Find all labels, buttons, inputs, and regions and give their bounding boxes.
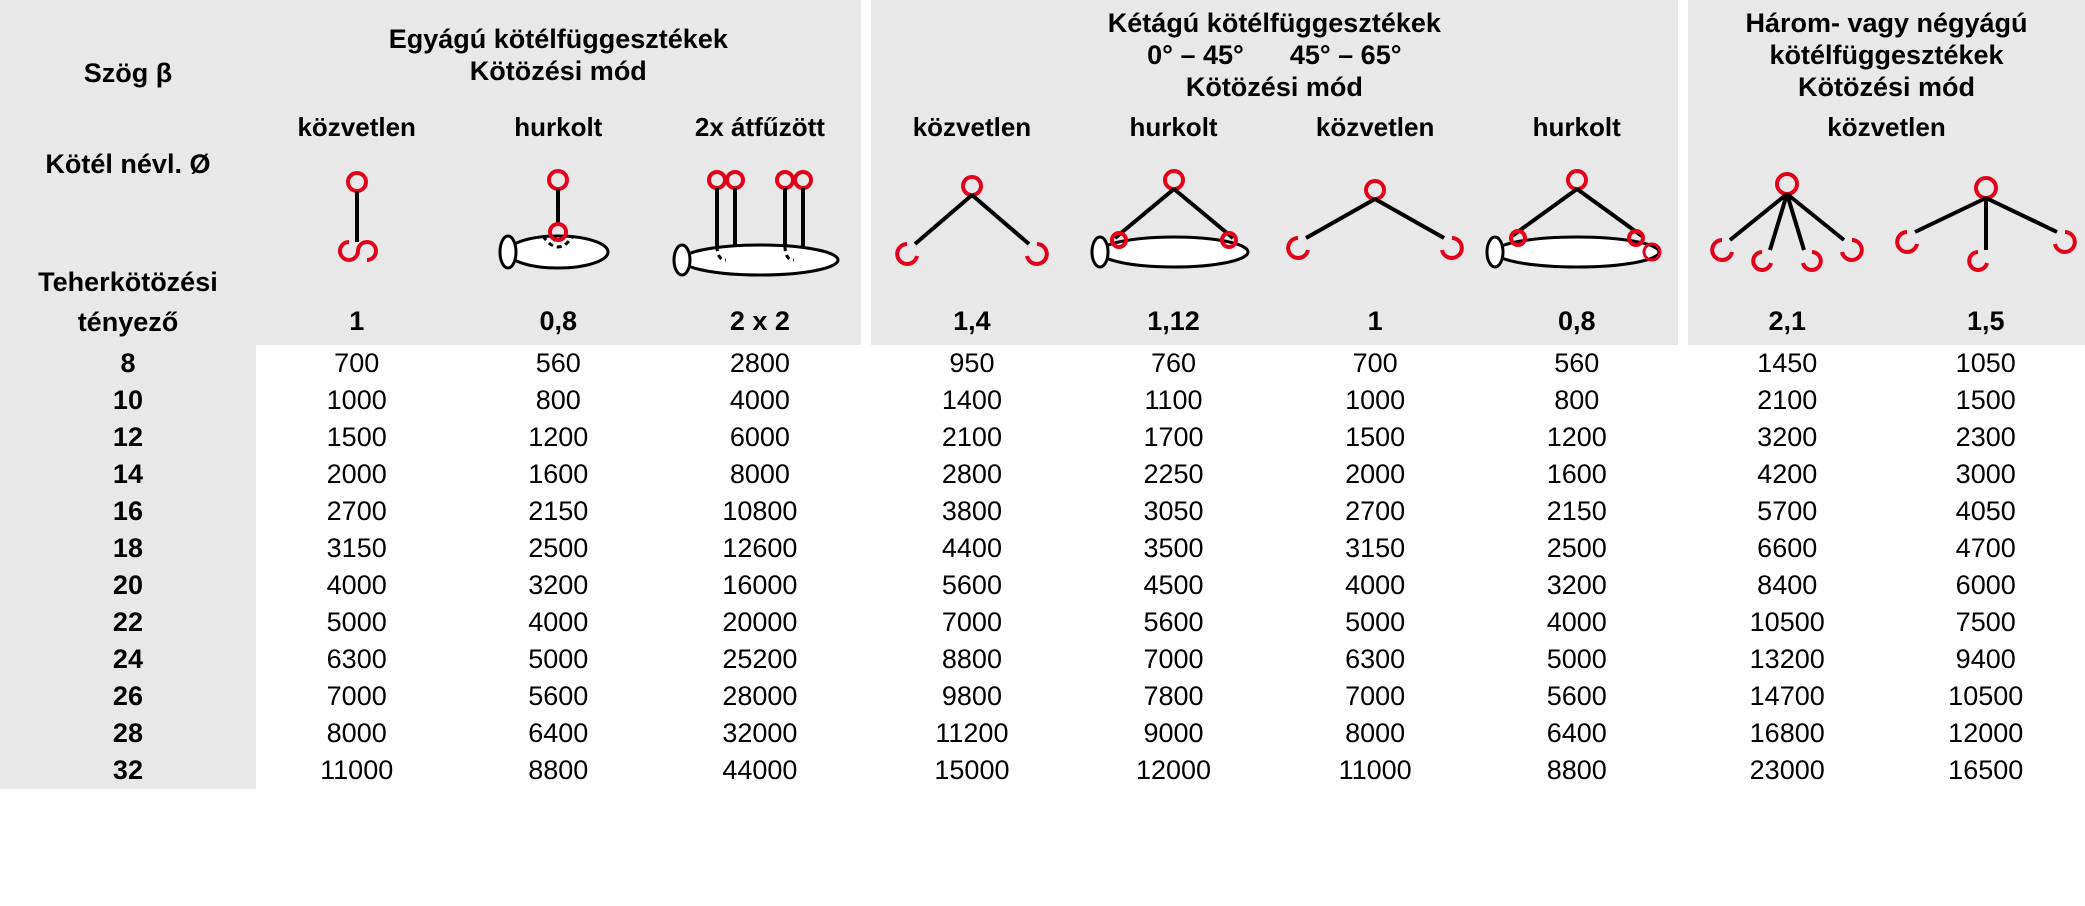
cell-capacity: 760 [1073,345,1275,382]
table-row [0,715,2085,752]
cell-capacity: 2000 [256,456,458,493]
table-row [0,456,2085,493]
cell-capacity: 1500 [1886,382,2085,419]
cell-capacity: 1500 [256,419,458,456]
cell-capacity: 3150 [256,530,458,567]
separator [1678,419,1688,456]
mode-three-four-leg-direct: közvetlen [1688,108,2085,149]
cell-capacity: 1050 [1886,345,2085,382]
cell-diameter: 22 [0,604,256,641]
cell-capacity: 16500 [1886,752,2085,789]
separator [861,752,871,789]
label-angle: Szög β [83,57,173,88]
diagram-two-direct-65 [1274,149,1476,300]
cell-capacity: 16000 [659,567,861,604]
factor-one-leg-direct: 1 [256,300,458,345]
mode-one-leg-choked: hurkolt [458,108,660,149]
cell-capacity: 20000 [659,604,861,641]
cell-capacity: 4000 [659,382,861,419]
mode-two-leg-choked-45: hurkolt [1073,108,1275,149]
cell-capacity: 11200 [871,715,1073,752]
cell-capacity: 6300 [1274,641,1476,678]
separator-1c [861,149,871,300]
separator [861,530,871,567]
cell-capacity: 4050 [1886,493,2085,530]
cell-diameter: 24 [0,641,256,678]
separator [861,715,871,752]
cell-capacity: 9000 [1073,715,1275,752]
cell-diameter: 20 [0,567,256,604]
cell-capacity: 7000 [1274,678,1476,715]
table-row [0,678,2085,715]
cell-capacity: 2800 [659,345,861,382]
table-row [0,382,2085,419]
group-title-line-2: kötélfüggesztékek [1769,39,2004,70]
mode-two-leg-direct-45: közvetlen [871,108,1073,149]
separator [861,678,871,715]
mode-row [0,108,2085,149]
mode-one-leg-double-wrapped: 2x átfűzött [659,108,861,149]
cell-capacity: 1200 [458,419,660,456]
cell-capacity: 44000 [659,752,861,789]
cell-capacity: 6000 [1886,567,2085,604]
cell-capacity: 7000 [256,678,458,715]
separator [1678,345,1688,382]
factor-four-leg-direct: 2,1 [1688,300,1886,345]
cell-capacity: 4000 [256,567,458,604]
factor-three-leg-direct: 1,5 [1886,300,2085,345]
diagram-row [0,149,2085,300]
group-header-one-leg [256,0,861,108]
cell-capacity: 1700 [1073,419,1275,456]
separator-1d [861,300,871,345]
separator [861,345,871,382]
group-title-row [0,0,2085,108]
cell-diameter: 12 [0,419,256,456]
cell-capacity: 7800 [1073,678,1275,715]
cell-capacity: 14700 [1688,678,1886,715]
separator [1678,641,1688,678]
angle-range-1: 0° – 45° [1147,39,1244,70]
cell-capacity: 10500 [1886,678,2085,715]
cell-capacity: 12000 [1886,715,2085,752]
separator [1678,382,1688,419]
cell-capacity: 9400 [1886,641,2085,678]
table-row [0,604,2085,641]
cell-capacity: 10500 [1688,604,1886,641]
group-header-three-four-leg [1688,0,2085,108]
cell-capacity: 12600 [659,530,861,567]
cell-capacity: 3800 [871,493,1073,530]
cell-capacity: 15000 [871,752,1073,789]
group-title-line-1: Kétágú kötélfüggesztékek [1107,8,1441,38]
cell-capacity: 4000 [1476,604,1678,641]
factor-two-leg-choked-65: 0,8 [1476,300,1678,345]
separator [1678,493,1688,530]
row-label-diameter-factor [0,149,256,300]
cell-diameter: 8 [0,345,256,382]
angle-range-2: 45° – 65° [1289,39,1402,70]
cell-capacity: 2800 [871,456,1073,493]
table-row [0,567,2085,604]
cell-capacity: 9800 [871,678,1073,715]
cell-diameter: 28 [0,715,256,752]
cell-capacity: 4700 [1886,530,2085,567]
group-title-line-1: Egyágú kötélfüggesztékek [388,23,728,54]
cell-capacity: 1500 [1274,419,1476,456]
cell-capacity: 1100 [1073,382,1275,419]
cell-capacity: 1000 [1274,382,1476,419]
cell-capacity: 2700 [1274,493,1476,530]
separator [861,419,871,456]
separator-1b [861,108,871,149]
diagram-four-leg-direct [1688,149,1886,300]
diagram-single-direct [256,149,458,300]
cell-capacity: 4500 [1073,567,1275,604]
cell-capacity: 560 [1476,345,1678,382]
cell-capacity: 28000 [659,678,861,715]
cell-capacity: 25200 [659,641,861,678]
cell-capacity: 2150 [458,493,660,530]
separator-1 [861,0,871,108]
diagram-two-choked-65 [1476,149,1678,300]
cell-diameter: 18 [0,530,256,567]
row-label-header [0,0,256,149]
cell-capacity: 5000 [256,604,458,641]
cell-capacity: 6000 [659,419,861,456]
cell-capacity: 5600 [458,678,660,715]
cell-capacity: 1200 [1476,419,1678,456]
cell-capacity: 8800 [1476,752,1678,789]
cell-capacity: 4400 [871,530,1073,567]
group-title-line-3: Kötözési mód [1797,71,1975,102]
separator [861,567,871,604]
cell-capacity: 6300 [256,641,458,678]
cell-capacity: 2250 [1073,456,1275,493]
separator [861,382,871,419]
cell-capacity: 8000 [256,715,458,752]
cell-capacity: 1400 [871,382,1073,419]
separator-2b [1678,108,1688,149]
factor-two-leg-choked-45: 1,12 [1073,300,1275,345]
diagram-three-leg-direct [1886,149,2085,300]
cell-capacity: 2100 [1688,382,1886,419]
group-header-two-leg [871,0,1677,108]
label-factor-line1: Teherkötözési [38,266,218,297]
cell-capacity: 2500 [458,530,660,567]
mode-two-leg-direct-65: közvetlen [1274,108,1476,149]
cell-capacity: 5000 [1476,641,1678,678]
cell-capacity: 5000 [458,641,660,678]
separator [1678,567,1688,604]
table-body [0,345,2085,789]
row-label-factor-2 [0,300,256,345]
table-row [0,345,2085,382]
factor-one-leg-choked: 0,8 [458,300,660,345]
label-diameter: Kötél névl. Ø [45,148,211,179]
label-factor-line2: tényező [77,307,179,338]
cell-capacity: 13200 [1688,641,1886,678]
cell-capacity: 800 [1476,382,1678,419]
cell-capacity: 2300 [1886,419,2085,456]
cell-capacity: 6400 [1476,715,1678,752]
table-row [0,530,2085,567]
cell-capacity: 1450 [1688,345,1886,382]
cell-diameter: 32 [0,752,256,789]
separator [1678,715,1688,752]
separator [861,604,871,641]
cell-capacity: 4200 [1688,456,1886,493]
separator [1678,530,1688,567]
separator [861,641,871,678]
table-row [0,493,2085,530]
cell-capacity: 11000 [1274,752,1476,789]
cell-capacity: 23000 [1688,752,1886,789]
cell-capacity: 3050 [1073,493,1275,530]
cell-capacity: 8800 [458,752,660,789]
cell-capacity: 11000 [256,752,458,789]
cell-capacity: 950 [871,345,1073,382]
mode-two-leg-choked-65: hurkolt [1476,108,1678,149]
cell-capacity: 6600 [1688,530,1886,567]
diagram-single-choked [458,149,660,300]
cell-capacity: 3200 [458,567,660,604]
separator [1678,456,1688,493]
group-angle-ranges [877,40,1671,72]
factor-row [0,300,2085,345]
cell-capacity: 8000 [659,456,861,493]
factor-one-leg-double-wrapped: 2 x 2 [659,300,861,345]
cell-capacity: 12000 [1073,752,1275,789]
group-title-line-1: Három- vagy négyágú [1745,8,2028,38]
cell-capacity: 3200 [1476,567,1678,604]
cell-capacity: 32000 [659,715,861,752]
separator-2 [1678,0,1688,108]
cell-capacity: 560 [458,345,660,382]
group-title-line-2: Kötözési mód [469,55,647,86]
diagram-two-direct-45 [871,149,1073,300]
cell-capacity: 5700 [1688,493,1886,530]
cell-capacity: 5600 [871,567,1073,604]
group-title-line-2: Kötözési mód [1185,71,1363,102]
cell-capacity: 800 [458,382,660,419]
table-row [0,752,2085,789]
diagram-single-double-wrapped [659,149,861,300]
cell-capacity: 10800 [659,493,861,530]
cell-capacity: 1000 [256,382,458,419]
cell-capacity: 700 [1274,345,1476,382]
cell-capacity: 1600 [458,456,660,493]
separator [1678,752,1688,789]
cell-diameter: 14 [0,456,256,493]
cell-capacity: 7000 [871,604,1073,641]
cell-diameter: 16 [0,493,256,530]
cell-capacity: 8000 [1274,715,1476,752]
cell-capacity: 2700 [256,493,458,530]
cell-capacity: 3000 [1886,456,2085,493]
separator [861,493,871,530]
cell-capacity: 3150 [1274,530,1476,567]
cell-capacity: 2100 [871,419,1073,456]
separator-2c [1678,149,1688,300]
cell-capacity: 4000 [458,604,660,641]
cell-capacity: 2500 [1476,530,1678,567]
cell-capacity: 3500 [1073,530,1275,567]
cell-capacity: 7500 [1886,604,2085,641]
table-row [0,419,2085,456]
separator [861,456,871,493]
cell-capacity: 700 [256,345,458,382]
table-row [0,641,2085,678]
cell-capacity: 7000 [1073,641,1275,678]
cell-capacity: 8800 [871,641,1073,678]
cell-diameter: 26 [0,678,256,715]
cell-capacity: 2000 [1274,456,1476,493]
cell-capacity: 5000 [1274,604,1476,641]
factor-two-leg-direct-65: 1 [1274,300,1476,345]
cell-capacity: 2150 [1476,493,1678,530]
cell-capacity: 4000 [1274,567,1476,604]
factor-two-leg-direct-45: 1,4 [871,300,1073,345]
separator [1678,678,1688,715]
cell-capacity: 5600 [1476,678,1678,715]
cell-capacity: 1600 [1476,456,1678,493]
cell-diameter: 10 [0,382,256,419]
mode-one-leg-direct: közvetlen [256,108,458,149]
cell-capacity: 3200 [1688,419,1886,456]
separator [1678,604,1688,641]
separator-2d [1678,300,1688,345]
cell-capacity: 8400 [1688,567,1886,604]
cell-capacity: 16800 [1688,715,1886,752]
cell-capacity: 6400 [458,715,660,752]
cell-capacity: 5600 [1073,604,1275,641]
diagram-two-choked-45 [1073,149,1275,300]
